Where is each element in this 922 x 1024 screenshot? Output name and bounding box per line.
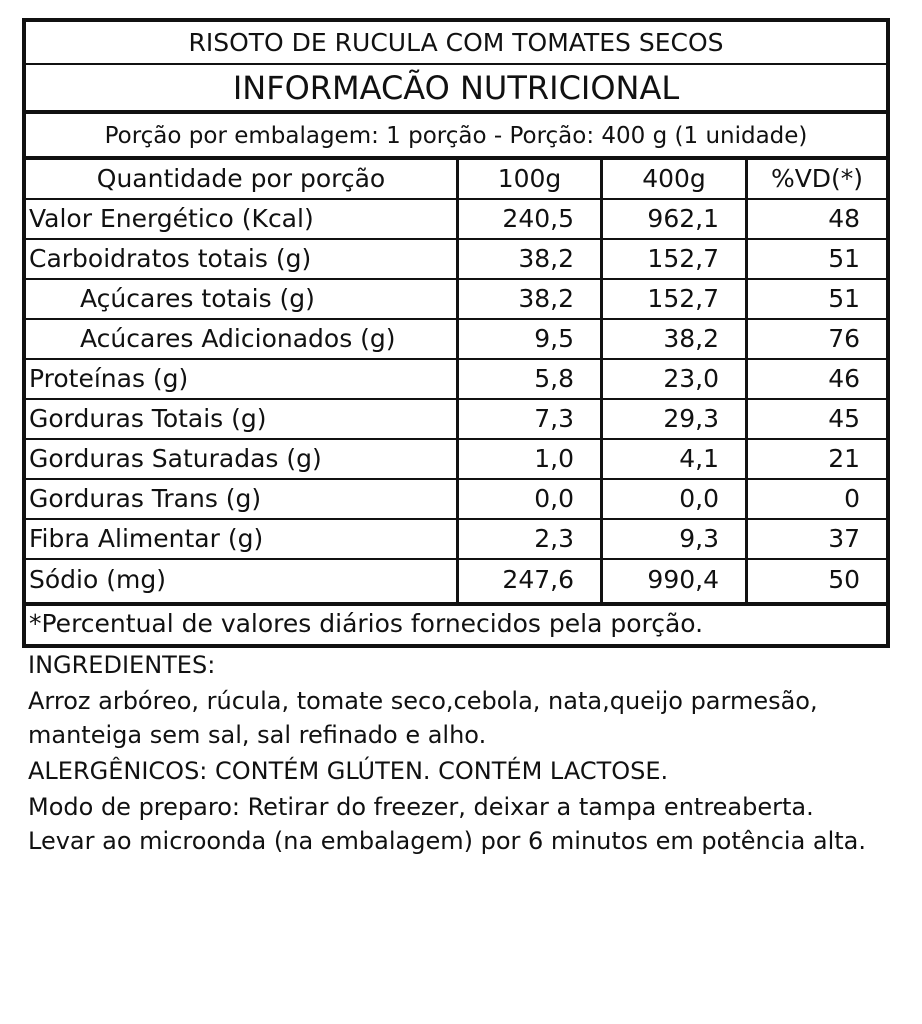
prep-line: Modo de preparo: Retirar do freezer, deixar a tampa entreaberta. [28,793,814,821]
value-400g: 152,7 [600,240,745,278]
value-100g: 38,2 [456,240,600,278]
value-400g: 962,1 [600,200,745,238]
nutrient-name: Sódio (mg) [29,565,166,594]
value-100g: 0,0 [456,480,600,518]
value-vd: 0 [745,480,886,518]
nutrient-name: Fibra Alimentar (g) [29,524,264,553]
table-row [26,440,886,480]
value-100g: 1,0 [456,440,600,478]
table-row [26,360,886,400]
serving-row [26,114,886,160]
ingredients-line: manteiga sem sal, sal refinado e alho. [28,721,487,749]
table-row [26,280,886,320]
table-row [26,560,886,606]
table-row [26,520,886,560]
value-100g: 7,3 [456,400,600,438]
value-100g: 2,3 [456,520,600,558]
value-100g: 9,5 [456,320,600,358]
product-name-row [26,22,886,65]
column-header-name: Quantidade por porção [96,164,386,193]
value-vd: 51 [745,240,886,278]
value-vd: 51 [745,280,886,318]
footnote: *Percentual de valores diários fornecidos pela porção. [29,609,704,638]
value-vd: 21 [745,440,886,478]
table-row [26,200,886,240]
value-400g: 29,3 [600,400,745,438]
nutrient-name: Gorduras Trans (g) [29,484,262,513]
nutrient-name: Açúcares totais (g) [80,284,315,313]
ingredients-title: INGREDIENTES: [28,651,216,679]
prep-line: Levar ao microonda (na embalagem) por 6 minutos em potência alta. [28,827,867,855]
product-info [28,648,920,858]
value-400g: 9,3 [600,520,745,558]
value-100g: 247,6 [456,560,600,602]
value-400g: 152,7 [600,280,745,318]
nutrition-heading-row [26,65,886,114]
nutrition-heading: INFORMACÃO NUTRICIONAL [232,69,680,107]
value-vd: 46 [745,360,886,398]
product-name: RISOTO DE RUCULA COM TOMATES SECOS [188,28,724,57]
value-100g: 240,5 [456,200,600,238]
nutrient-name: Gorduras Saturadas (g) [29,444,322,473]
value-400g: 0,0 [600,480,745,518]
value-400g: 23,0 [600,360,745,398]
nutrition-label [22,18,890,648]
nutrient-name: Valor Energético (Kcal) [29,204,314,233]
table-header-row [26,160,886,200]
value-vd: 45 [745,400,886,438]
ingredients-line: Arroz arbóreo, rúcula, tomate seco,cebola, nata,queijo parmesão, [28,687,818,715]
table-row [26,480,886,520]
value-vd: 37 [745,520,886,558]
value-100g: 5,8 [456,360,600,398]
table-row [26,240,886,280]
nutrition-table [26,160,886,606]
serving-info: Porção por embalagem: 1 porção - Porção: 400 g (1 unidade) [104,123,808,149]
value-vd: 50 [745,560,886,602]
column-header-100g: 100g [456,160,600,198]
value-400g: 4,1 [600,440,745,478]
value-vd: 76 [745,320,886,358]
column-header-400g: 400g [600,160,745,198]
allergens-text: ALERGÊNICOS: CONTÉM GLÚTEN. CONTÉM LACTOSE. [28,757,669,785]
table-row [26,400,886,440]
nutrient-name: Gorduras Totais (g) [29,404,267,433]
nutrient-name: Carboidratos totais (g) [29,244,312,273]
nutrient-name: Proteínas (g) [29,364,189,393]
value-100g: 38,2 [456,280,600,318]
value-400g: 990,4 [600,560,745,602]
nutrient-name: Acúcares Adicionados (g) [80,324,396,353]
value-vd: 48 [745,200,886,238]
table-row [26,320,886,360]
value-400g: 38,2 [600,320,745,358]
column-header-vd: %VD(*) [745,160,886,198]
